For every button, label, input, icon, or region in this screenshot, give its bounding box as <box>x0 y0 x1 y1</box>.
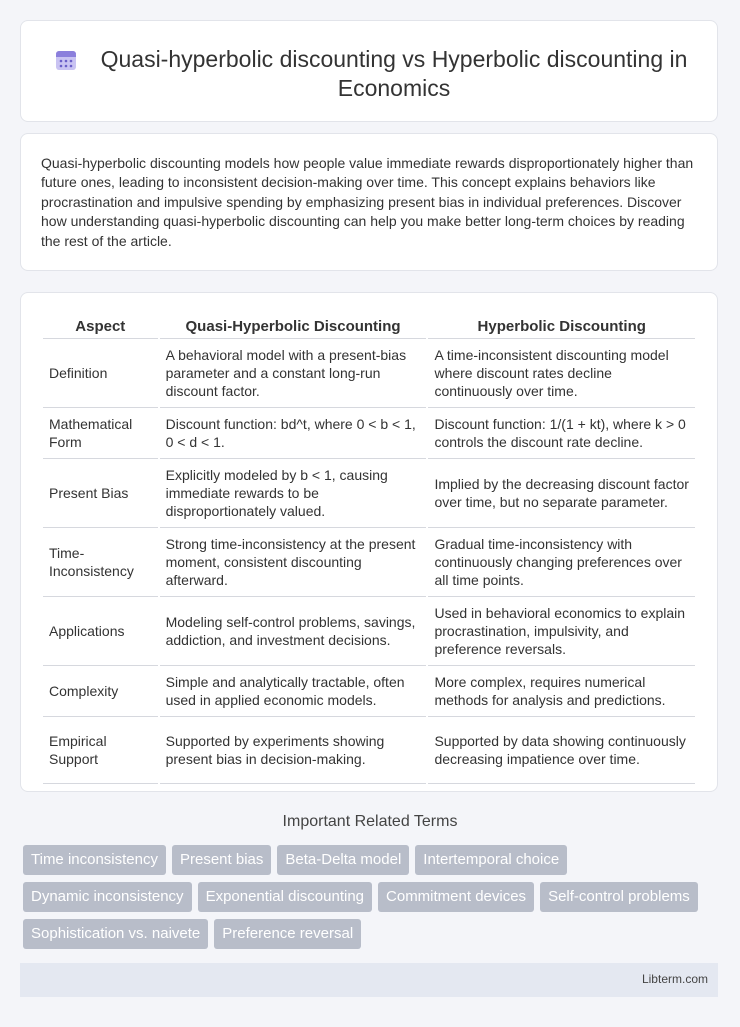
row-quasi-value: A behavioral model with a present-bias parameter and a constant long-run discount factor. <box>160 339 427 408</box>
tag-beta-delta-model[interactable]: Beta-Delta model <box>277 845 409 875</box>
header-aspect: Aspect <box>43 315 158 339</box>
table-row <box>43 408 695 459</box>
row-hyperbolic-value: Used in behavioral economics to explain procrastination, impulsivity, and preference reversals. <box>428 597 695 666</box>
tag-sophistication-vs-naivete[interactable]: Sophistication vs. naivete <box>23 919 208 949</box>
tag-dynamic-inconsistency[interactable]: Dynamic inconsistency <box>23 882 192 912</box>
row-aspect: Mathematical Form <box>43 408 158 459</box>
row-quasi-value: Explicitly modeled by b < 1, causing immediate rewards to be disproportionately valued. <box>160 459 427 528</box>
related-terms-heading: Important Related Terms <box>282 813 458 830</box>
row-hyperbolic-value: More complex, requires numerical methods for analysis and predictions. <box>428 666 695 717</box>
table-row <box>43 717 695 784</box>
table-row <box>43 666 695 717</box>
row-quasi-value: Modeling self-control problems, savings, addiction, and investment decisions. <box>160 597 427 666</box>
header-quasi-hyperbolic: Quasi-Hyperbolic Discounting <box>160 315 427 339</box>
tag-intertemporal-choice[interactable]: Intertemporal choice <box>415 845 567 875</box>
header-hyperbolic: Hyperbolic Discounting <box>428 315 695 339</box>
tag-present-bias[interactable]: Present bias <box>172 845 271 875</box>
row-quasi-value: Discount function: bd^t, where 0 < b < 1, 0 < d < 1. <box>160 408 427 459</box>
title-card <box>20 20 718 122</box>
comparison-table-card <box>20 292 718 792</box>
row-hyperbolic-value: Implied by the decreasing discount factor over time, but no separate parameter. <box>428 459 695 528</box>
row-hyperbolic-value: A time-inconsistent discounting model where discount rates decline continuously over time. <box>428 339 695 408</box>
table-header-row <box>43 315 695 339</box>
table-row <box>43 528 695 597</box>
comparison-table <box>41 315 697 784</box>
intro-paragraph: Quasi-hyperbolic discounting models how people value immediate rewards disproportionately higher than future ones, leading to inconsistent decision-making over time. This concept explains behaviors like procrastination and impulsive spending by emphasizing present bias in individual preferences. Discover how understanding quasi-hyperbolic discounting can help you make better long-term choices by reading the rest of the article. <box>41 155 694 249</box>
page-title: Quasi-hyperbolic discounting vs Hyperbolic discounting in Economics <box>100 46 688 101</box>
row-aspect: Time-Inconsistency <box>43 528 158 597</box>
tag-preference-reversal[interactable]: Preference reversal <box>214 919 361 949</box>
table-row <box>43 597 695 666</box>
tag-exponential-discounting[interactable]: Exponential discounting <box>198 882 372 912</box>
calendar-icon <box>54 48 78 72</box>
row-hyperbolic-value: Gradual time-inconsistency with continuously changing preferences over all time points. <box>428 528 695 597</box>
tag-self-control-problems[interactable]: Self-control problems <box>540 882 698 912</box>
row-quasi-value: Strong time-inconsistency at the present moment, consistent discounting afterward. <box>160 528 427 597</box>
table-row <box>43 339 695 408</box>
row-hyperbolic-value: Discount function: 1/(1 + kt), where k > 0 controls the discount rate decline. <box>428 408 695 459</box>
table-row <box>43 459 695 528</box>
row-aspect: Applications <box>43 597 158 666</box>
row-aspect: Present Bias <box>43 459 158 528</box>
related-terms-tags <box>23 845 723 949</box>
intro-card <box>20 133 718 271</box>
row-aspect: Empirical Support <box>43 717 158 784</box>
row-hyperbolic-value: Supported by data showing continuously decreasing impatience over time. <box>428 717 695 784</box>
row-quasi-value: Supported by experiments showing present bias in decision-making. <box>160 717 427 784</box>
row-quasi-value: Simple and analytically tractable, often used in applied economic models. <box>160 666 427 717</box>
footer-site-link[interactable]: Libterm.com <box>641 972 708 986</box>
tag-commitment-devices[interactable]: Commitment devices <box>378 882 534 912</box>
tag-time-inconsistency[interactable]: Time inconsistency <box>23 845 166 875</box>
row-aspect: Definition <box>43 339 158 408</box>
row-aspect: Complexity <box>43 666 158 717</box>
footer <box>20 963 718 997</box>
